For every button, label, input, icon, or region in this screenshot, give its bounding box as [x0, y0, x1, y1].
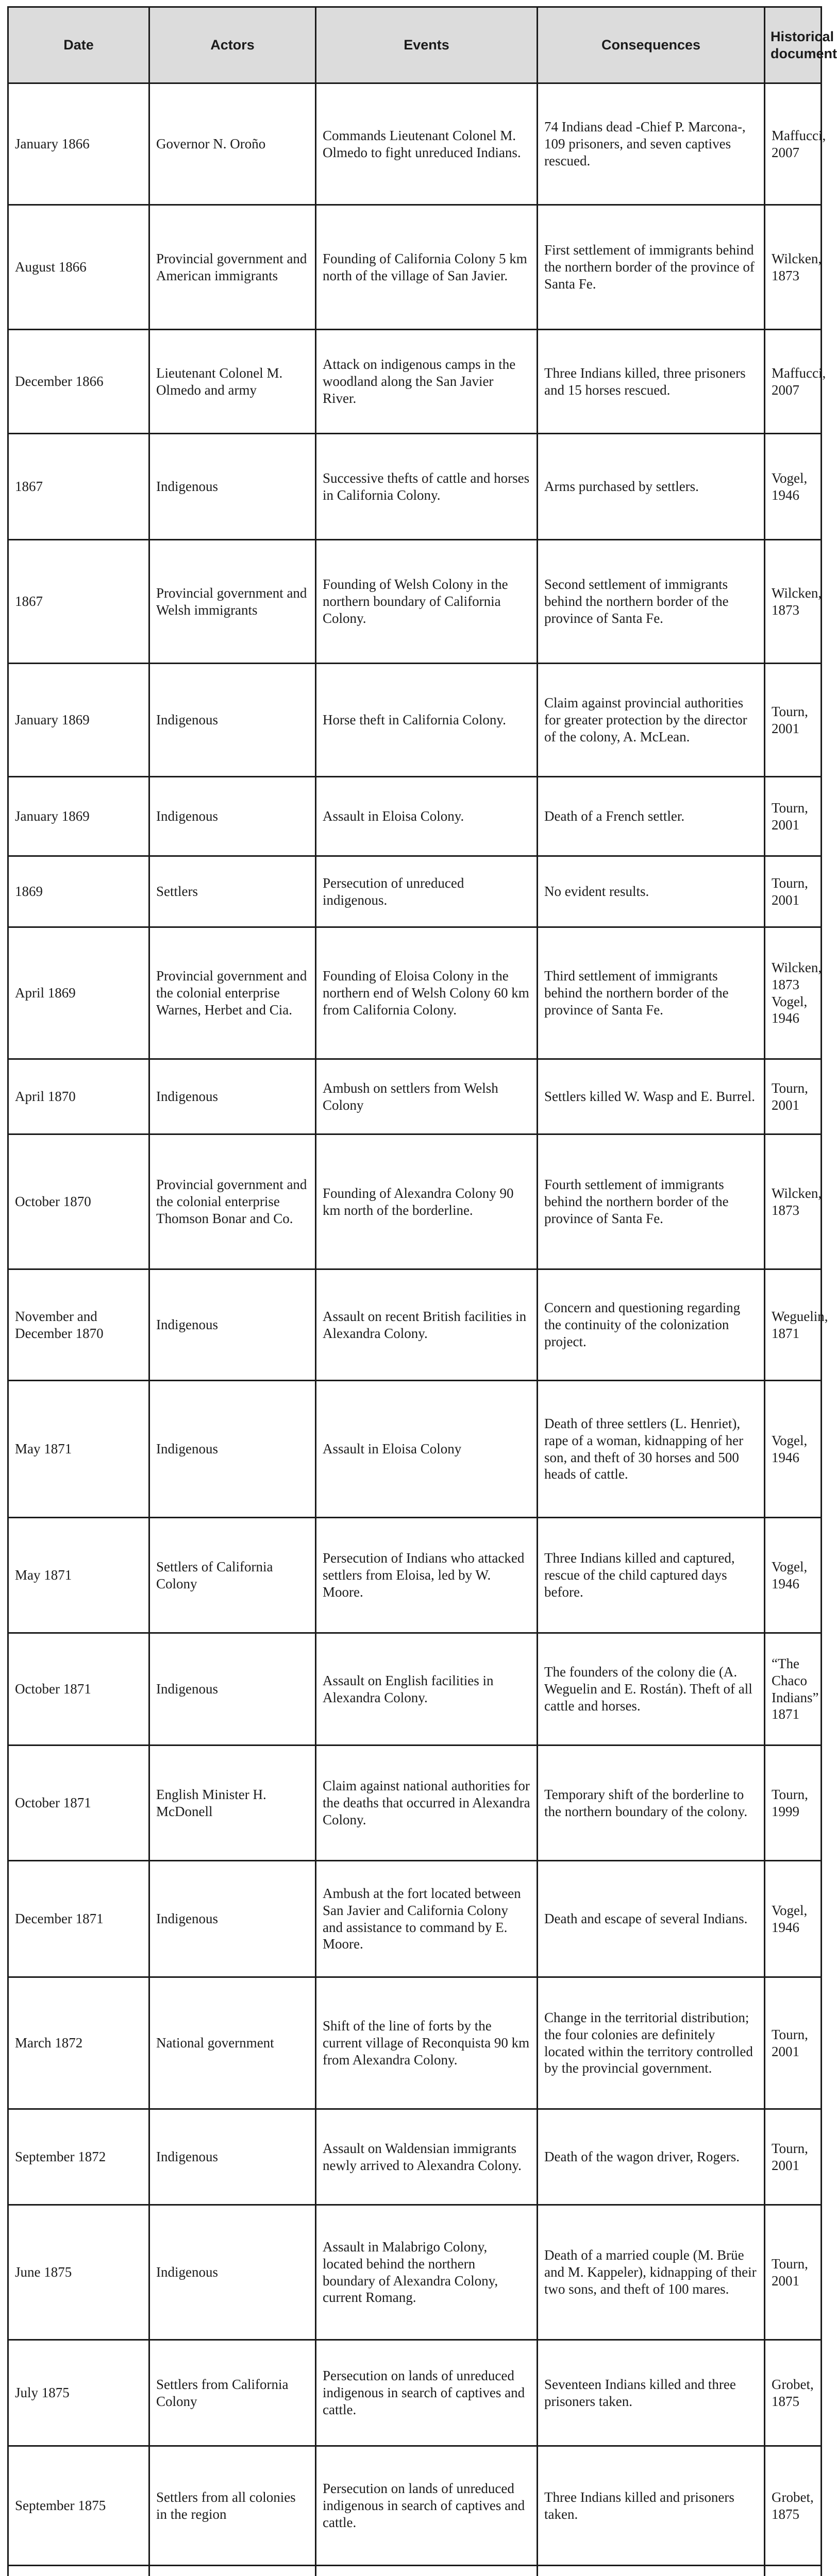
actors-cell: Lieutenant Colonel M. Olmedo and army	[149, 330, 316, 434]
table-row	[8, 83, 822, 205]
consequences-cell: Death of the wagon driver, Rogers.	[538, 2109, 765, 2205]
events-cell: Founding of Welsh Colony in the northern boundary of California Colony.	[316, 540, 538, 664]
table-row	[8, 1381, 822, 1518]
actors-cell: English Minister H. McDonell	[149, 1745, 316, 1861]
table-row	[8, 2109, 822, 2205]
events-cell: Founding of California Colony 5 km north of the village of San Javier.	[316, 205, 538, 330]
actors-cell: Indigenous	[149, 2109, 316, 2205]
events-cell: Successive thefts of cattle and horses in California Colony.	[316, 434, 538, 540]
header-events: Events	[316, 7, 538, 83]
consequences-cell: Three Indians killed, three prisoners and 15 horses rescued.	[538, 330, 765, 434]
consequences-cell: Change in the territorial distribution; the four colonies are definitely located within the territory controlled by the provincial government.	[538, 1977, 765, 2109]
actors-cell: Indigenous	[149, 1059, 316, 1134]
table-row	[8, 1861, 822, 1977]
consequences-cell: Settlers killed W. Wasp and E. Burrel.	[538, 1059, 765, 1134]
consequences-cell: First settlement of immigrants behind the northern border of the province of Santa Fe.	[538, 205, 765, 330]
table-row	[8, 434, 822, 540]
date-cell: January 1866	[8, 83, 149, 205]
table-row	[8, 2205, 822, 2340]
events-cell: Claim against national authorities for the deaths that occurred in Alexandra Colony.	[316, 1745, 538, 1861]
actors-cell: Indigenous	[149, 664, 316, 777]
consequences-cell: Death of a married couple (M. Brüe and M. Kappeler), kidnapping of their two sons, and theft of 100 mares.	[538, 2205, 765, 2340]
consequences-cell: Three Indians killed and captured, rescue of the child captured days before.	[538, 1518, 765, 1633]
header-actors: Actors	[149, 7, 316, 83]
date-cell: September 1872	[8, 2109, 149, 2205]
date-cell: May 1871	[8, 1518, 149, 1633]
actors-cell: Settlers from California Colony	[149, 2340, 316, 2446]
header-row	[8, 7, 822, 83]
document-cell: Tourn, 2001	[765, 1977, 822, 2109]
events-cell: Assault in Eloisa Colony	[316, 1381, 538, 1518]
date-cell: September 1875	[8, 2446, 149, 2566]
header-consequences: Consequences	[538, 7, 765, 83]
date-cell: 1869	[8, 856, 149, 927]
date-cell: 1867	[8, 434, 149, 540]
events-cell: Commands Lieutenant Colonel M. Olmedo to fight unreduced Indians.	[316, 83, 538, 205]
history-table	[7, 6, 837, 2576]
events-cell: Assault on English facilities in Alexandra Colony.	[316, 1633, 538, 1745]
document-cell: Tourn, 2001	[765, 1059, 822, 1134]
table-row	[8, 1059, 822, 1134]
document-cell: Tourn, 2001	[765, 2109, 822, 2205]
events-cell: Persecution on lands of unreduced indigenous in search of captives and cattle.	[316, 2340, 538, 2446]
consequences-cell: Arms purchased by settlers.	[538, 434, 765, 540]
document-cell: Maffucci, 2007	[765, 330, 822, 434]
consequences-cell: The founders of the colony die (A. Weguelin and E. Rostán). Theft of all cattle and horses.	[538, 1633, 765, 1745]
document-cell: Tourn, 2001	[765, 664, 822, 777]
date-cell: 1867	[8, 540, 149, 664]
consequences-cell: Claim against provincial authorities for greater protection by the director of the colony, A. McLean.	[538, 664, 765, 777]
date-cell: October 1871	[8, 1745, 149, 1861]
actors-cell: Provincial government and the colonial enterprise Thomson Bonar and Co.	[149, 1134, 316, 1269]
actors-cell: Indigenous	[149, 1861, 316, 1977]
document-cell: Tourn, 2001	[765, 777, 822, 856]
document-cell: Wilcken, 1873	[765, 205, 822, 330]
header-date: Date	[8, 7, 149, 83]
consequences-cell: Death and escape of several Indians.	[538, 1861, 765, 1977]
consequences-cell: Second settlement of immigrants behind the northern border of the province of Santa Fe.	[538, 540, 765, 664]
table-row	[8, 777, 822, 856]
table-row	[8, 2566, 822, 2576]
document-cell: Vogel, 1946	[765, 1861, 822, 1977]
consequences-cell: Third settlement of immigrants behind the northern border of the province of Santa Fe.	[538, 927, 765, 1059]
date-cell: October 1870	[8, 1134, 149, 1269]
consequences-cell: Seventeen Indians killed and three prisoners taken.	[538, 2340, 765, 2446]
document-cell: Wilcken, 1873	[765, 540, 822, 664]
events-cell: Ambush on settlers from Welsh Colony	[316, 1059, 538, 1134]
events-cell: Founding of Eloisa Colony in the northern end of Welsh Colony 60 km from California Colony.	[316, 927, 538, 1059]
date-cell: November and December 1870	[8, 1269, 149, 1381]
consequences-cell: 74 Indians dead -Chief P. Marcona-, 109 prisoners, and seven captives rescued.	[538, 83, 765, 205]
table-row	[8, 2446, 822, 2566]
date-cell: December 1866	[8, 330, 149, 434]
date-cell: January 1869	[8, 664, 149, 777]
table-row	[8, 540, 822, 664]
consequences-cell: Fourth settlement of immigrants behind the northern border of the province of Santa Fe.	[538, 1134, 765, 1269]
document-cell: Weguelin, 1871	[765, 1269, 822, 1381]
document-cell: Grobet, 1875	[765, 2446, 822, 2566]
date-cell: April 1869	[8, 927, 149, 1059]
events-cell: Founding of Alexandra Colony 90 km north of the borderline.	[316, 1134, 538, 1269]
document-cell: Wilcken, 1873	[765, 1134, 822, 1269]
actors-cell: Settlers of California Colony	[149, 1518, 316, 1633]
table-row	[8, 927, 822, 1059]
consequences-cell: Three Indians killed and prisoners taken.	[538, 2446, 765, 2566]
actors-cell: Indigenous	[149, 434, 316, 540]
date-cell	[8, 2566, 149, 2576]
document-cell: Tourn, 2001	[765, 2205, 822, 2340]
consequences-cell: Temporary shift of the borderline to the northern boundary of the colony.	[538, 1745, 765, 1861]
document-cell: Grobet, 1875	[765, 2340, 822, 2446]
table-body	[8, 83, 828, 2576]
table-row	[8, 1745, 822, 1861]
actors-cell: Provincial government and Welsh immigrants	[149, 540, 316, 664]
date-cell: October 1871	[8, 1633, 149, 1745]
table-row	[8, 1633, 822, 1745]
actors-cell: Indigenous	[149, 1633, 316, 1745]
events-cell: Assault in Eloisa Colony.	[316, 777, 538, 856]
events-cell: Assault in Malabrigo Colony, located behind the northern boundary of Alexandra Colony, current Romang.	[316, 2205, 538, 2340]
consequences-cell	[538, 2566, 765, 2576]
table-row	[8, 1518, 822, 1633]
date-cell: August 1866	[8, 205, 149, 330]
document-cell: Maffucci, 2007	[765, 83, 822, 205]
table-row	[8, 2340, 822, 2446]
document-cell: Vogel, 1946	[765, 434, 822, 540]
date-cell: May 1871	[8, 1381, 149, 1518]
events-cell: Assault on Waldensian immigrants newly arrived to Alexandra Colony.	[316, 2109, 538, 2205]
events-cell: Persecution of Indians who attacked settlers from Eloisa, led by W. Moore.	[316, 1518, 538, 1633]
events-cell: Ambush at the fort located between San Javier and California Colony and assistance to command by E. Moore.	[316, 1861, 538, 1977]
events-cell: Persecution of unreduced indigenous.	[316, 856, 538, 927]
document-cell: Vogel, 1946	[765, 1381, 822, 1518]
document-cell: Tourn, 2001	[765, 856, 822, 927]
document-cell: Wilcken, 1873 Vogel, 1946	[765, 927, 822, 1059]
table-row	[8, 664, 822, 777]
events-cell: Attack on indigenous camps in the woodland along the San Javier River.	[316, 330, 538, 434]
table-row	[8, 1269, 822, 1381]
table-row	[8, 205, 822, 330]
date-cell: July 1875	[8, 2340, 149, 2446]
table-row	[8, 856, 822, 927]
date-cell: December 1871	[8, 1861, 149, 1977]
actors-cell: Settlers	[149, 856, 316, 927]
actors-cell: Indigenous	[149, 1269, 316, 1381]
actors-cell: National government	[149, 1977, 316, 2109]
table-row	[8, 1977, 822, 2109]
date-cell: June 1875	[8, 2205, 149, 2340]
actors-cell: Governor N. Oroño	[149, 83, 316, 205]
date-cell: January 1869	[8, 777, 149, 856]
actors-cell: Settlers from all colonies in the region	[149, 2446, 316, 2566]
actors-cell: Provincial government and American immigrants	[149, 205, 316, 330]
table-row	[8, 330, 822, 434]
actors-cell: Indigenous	[149, 2205, 316, 2340]
document-cell: “The Chaco Indians” 1871	[765, 1633, 822, 1745]
document-cell	[765, 2566, 822, 2576]
events-cell: Horse theft in California Colony.	[316, 664, 538, 777]
header-historical-document: Historical document	[765, 7, 822, 83]
consequences-cell: Concern and questioning regarding the continuity of the colonization project.	[538, 1269, 765, 1381]
actors-cell	[149, 2566, 316, 2576]
document-cell: Vogel, 1946	[765, 1518, 822, 1633]
events-cell: Persecution on lands of unreduced indigenous in search of captives and cattle.	[316, 2446, 538, 2566]
date-cell: March 1872	[8, 1977, 149, 2109]
document-cell: Tourn, 1999	[765, 1745, 822, 1861]
table-row	[8, 1134, 822, 1269]
events-cell	[316, 2566, 538, 2576]
events-cell: Shift of the line of forts by the current village of Reconquista 90 km from Alexandra Colony.	[316, 1977, 538, 2109]
events-cell: Assault on recent British facilities in Alexandra Colony.	[316, 1269, 538, 1381]
consequences-cell: No evident results.	[538, 856, 765, 927]
date-cell: April 1870	[8, 1059, 149, 1134]
actors-cell: Indigenous	[149, 1381, 316, 1518]
consequences-cell: Death of a French settler.	[538, 777, 765, 856]
actors-cell: Indigenous	[149, 777, 316, 856]
consequences-cell: Death of three settlers (L. Henriet), rape of a woman, kidnapping of her son, and theft of 30 horses and 500 heads of cattle.	[538, 1381, 765, 1518]
actors-cell: Provincial government and the colonial enterprise Warnes, Herbet and Cia.	[149, 927, 316, 1059]
